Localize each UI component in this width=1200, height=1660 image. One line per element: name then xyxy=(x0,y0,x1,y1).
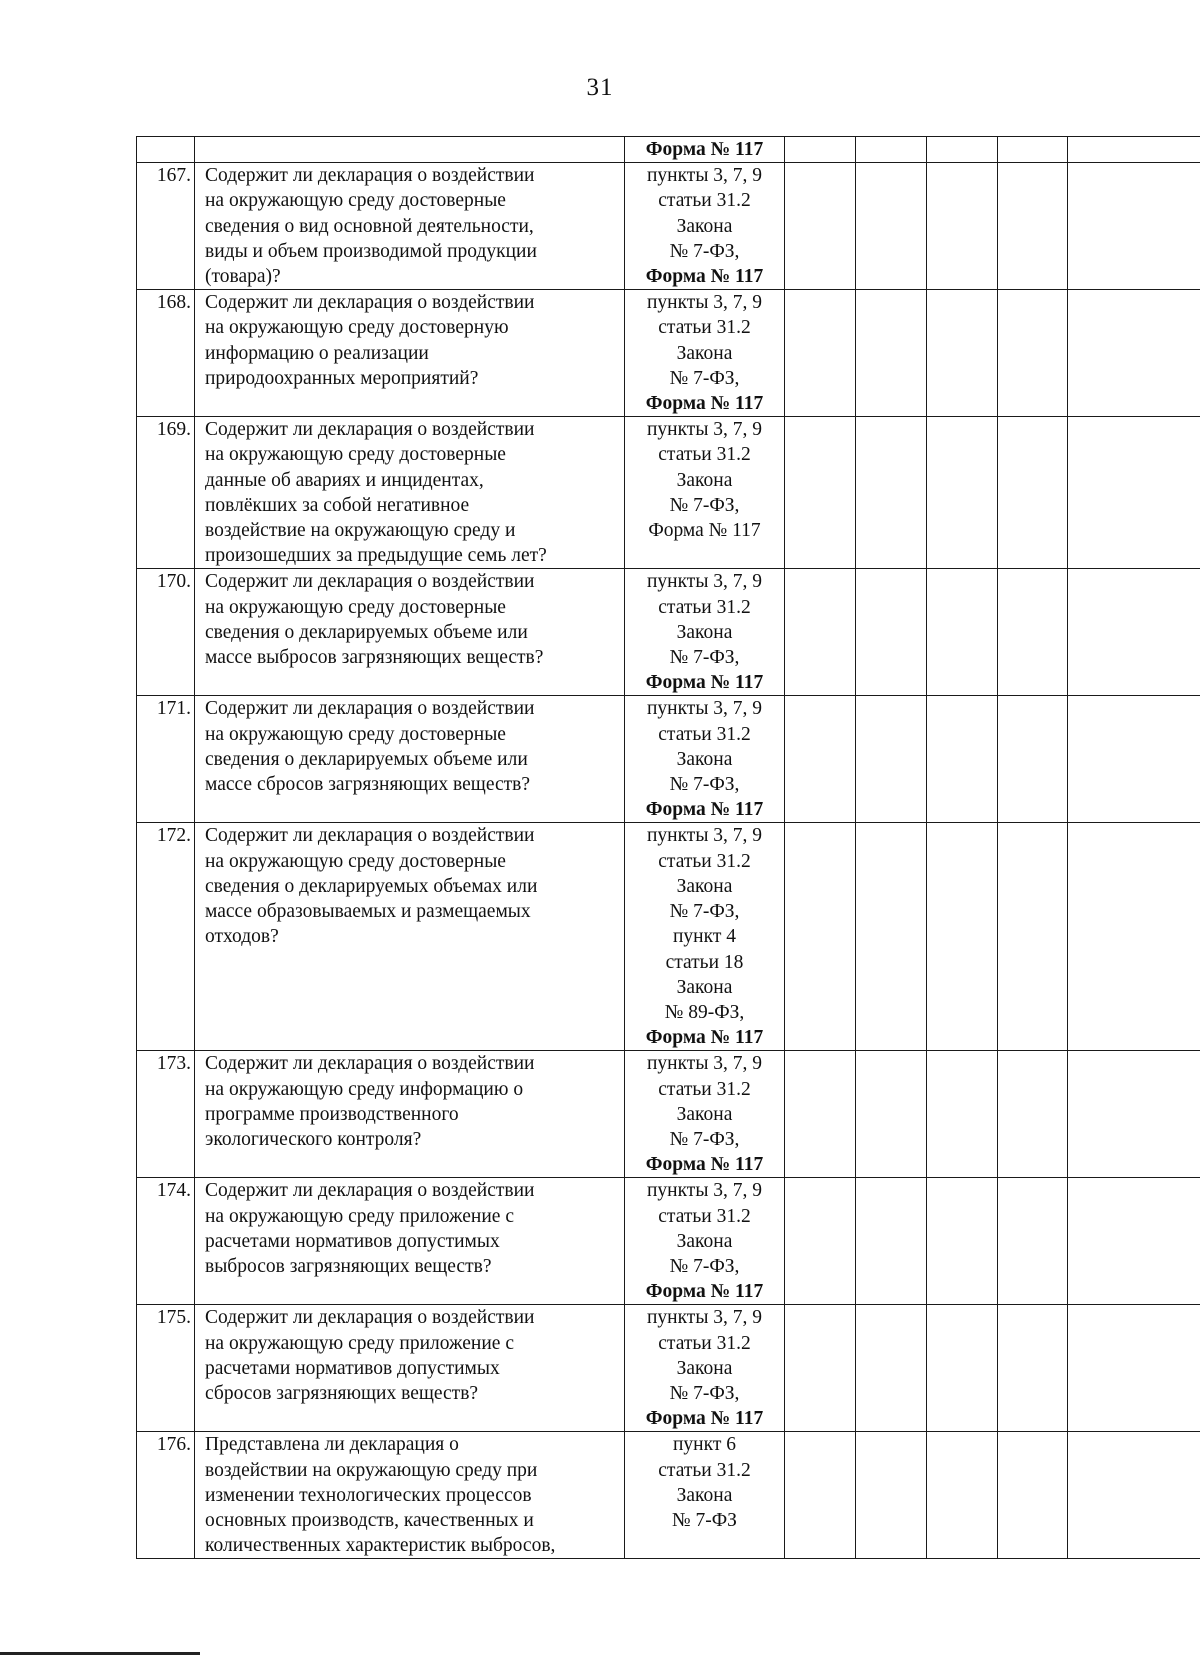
mark-cell xyxy=(998,290,1068,417)
legal-basis-line: Закона xyxy=(676,215,733,237)
table-row xyxy=(137,137,1200,163)
legal-basis-line: статьи 18 xyxy=(665,951,744,973)
mark-cell xyxy=(1068,1432,1200,1559)
question-line: на окружающую среду достоверные xyxy=(205,190,506,212)
legal-basis-line: № 89-ФЗ, xyxy=(664,1001,745,1023)
question-line: виды и объем производимой продукции xyxy=(205,240,537,262)
question-line: данные об авариях и инцидентах, xyxy=(205,469,484,491)
question-cell xyxy=(195,163,625,290)
question-line: информацию о реализации xyxy=(205,342,429,364)
legal-basis-line: Закона xyxy=(676,1103,733,1125)
mark-cell xyxy=(856,163,927,290)
legal-basis-line: статьи 31.2 xyxy=(658,1459,751,1481)
mark-cell xyxy=(1068,1305,1200,1432)
table-row xyxy=(137,1432,1200,1559)
question-line: сведения о декларируемых объеме или xyxy=(205,621,528,643)
question-line: воздействии на окружающую среду при xyxy=(205,1459,538,1481)
legal-basis-line: Закона xyxy=(676,621,733,643)
mark-cell xyxy=(927,417,998,569)
mark-cell xyxy=(785,1178,856,1305)
mark-cell xyxy=(927,1432,998,1559)
question-cell xyxy=(195,417,625,569)
mark-cell xyxy=(856,1178,927,1305)
mark-cell xyxy=(1068,290,1200,417)
row-number: 168. xyxy=(137,290,195,417)
row-number: 169. xyxy=(137,417,195,569)
question-line: расчетами нормативов допустимых xyxy=(205,1357,500,1379)
mark-cell xyxy=(1068,569,1200,696)
legal-basis-line: Закона xyxy=(676,469,733,491)
mark-cell xyxy=(856,1305,927,1432)
table-row xyxy=(137,823,1200,1051)
legal-basis-cell xyxy=(625,417,785,569)
legal-basis-line: № 7-ФЗ, xyxy=(669,1382,740,1404)
legal-basis-line: Закона xyxy=(676,748,733,770)
table-row xyxy=(137,1178,1200,1305)
row-number: 174. xyxy=(137,1178,195,1305)
mark-cell xyxy=(927,290,998,417)
legal-basis-line: пункты 3, 7, 9 xyxy=(646,419,763,441)
table-row xyxy=(137,569,1200,696)
mark-cell xyxy=(998,1051,1068,1178)
question-line: на окружающую среду информацию о xyxy=(205,1078,524,1100)
question-line: программе производственного xyxy=(205,1103,459,1125)
row-number: 176. xyxy=(137,1432,195,1559)
mark-cell xyxy=(927,696,998,823)
question-line: Содержит ли декларация о воздействии xyxy=(205,825,535,847)
legal-basis-line: Закона xyxy=(676,1357,733,1379)
legal-basis-cell xyxy=(625,1051,785,1178)
legal-basis-line: № 7-ФЗ xyxy=(672,1509,737,1531)
legal-basis-line: Закона xyxy=(676,976,733,998)
question-line: произошедших за предыдущие семь лет? xyxy=(205,545,547,567)
question-line: экологического контроля? xyxy=(205,1128,422,1150)
legal-basis-line: пункт 4 xyxy=(673,926,736,948)
legal-basis-line: № 7-ФЗ, xyxy=(669,901,740,923)
legal-basis-line: статьи 31.2 xyxy=(658,1332,751,1354)
mark-cell xyxy=(785,163,856,290)
mark-cell xyxy=(927,1305,998,1432)
legal-basis-line: пункты 3, 7, 9 xyxy=(646,1053,763,1075)
mark-cell xyxy=(927,823,998,1051)
mark-cell xyxy=(856,823,927,1051)
legal-basis-cell xyxy=(625,1305,785,1432)
question-line: повлёкших за собой негативное xyxy=(205,494,470,516)
row-number: 167. xyxy=(137,163,195,290)
legal-basis-line: статьи 31.2 xyxy=(658,1078,751,1100)
question-line: Содержит ли декларация о воздействии xyxy=(205,1180,535,1202)
mark-cell xyxy=(1068,1051,1200,1178)
mark-cell xyxy=(998,417,1068,569)
legal-basis-cell xyxy=(625,1178,785,1305)
question-line: на окружающую среду достоверные xyxy=(205,723,506,745)
table-row xyxy=(137,417,1200,569)
legal-basis-line: Форма № 117 xyxy=(645,1027,764,1049)
question-cell xyxy=(195,1305,625,1432)
mark-cell xyxy=(856,137,927,163)
legal-basis-line: № 7-ФЗ, xyxy=(669,367,740,389)
row-number: 173. xyxy=(137,1051,195,1178)
legal-basis-line: Форма № 117 xyxy=(648,520,761,542)
mark-cell xyxy=(785,1432,856,1559)
mark-cell xyxy=(998,1178,1068,1305)
question-line: Содержит ли декларация о воздействии xyxy=(205,571,535,593)
question-cell xyxy=(195,137,625,163)
row-number: 175. xyxy=(137,1305,195,1432)
question-line: на окружающую среду достоверные xyxy=(205,444,506,466)
question-line: отходов? xyxy=(205,926,279,948)
legal-basis-cell xyxy=(625,290,785,417)
legal-basis-line: пункты 3, 7, 9 xyxy=(646,1307,763,1329)
mark-cell xyxy=(998,1432,1068,1559)
page-number: 31 xyxy=(586,74,614,101)
question-line: расчетами нормативов допустимых xyxy=(205,1230,500,1252)
mark-cell xyxy=(856,417,927,569)
question-cell xyxy=(195,569,625,696)
mark-cell xyxy=(998,1305,1068,1432)
mark-cell xyxy=(998,696,1068,823)
legal-basis-line: Форма № 117 xyxy=(645,672,764,694)
legal-basis-line: Закона xyxy=(676,1484,733,1506)
question-line: Содержит ли декларация о воздействии xyxy=(205,165,535,187)
legal-basis-line: пункты 3, 7, 9 xyxy=(646,571,763,593)
mark-cell xyxy=(785,823,856,1051)
question-line: сведения о декларируемых объеме или xyxy=(205,748,528,770)
question-line: Содержит ли декларация о воздействии xyxy=(205,698,535,720)
mark-cell xyxy=(998,163,1068,290)
question-line: на окружающую среду приложение с xyxy=(205,1332,514,1354)
question-line: сведения о декларируемых объемах или xyxy=(205,875,538,897)
row-number: 172. xyxy=(137,823,195,1051)
question-line: на окружающую среду достоверные xyxy=(205,850,506,872)
mark-cell xyxy=(998,569,1068,696)
legal-basis-line: № 7-ФЗ, xyxy=(669,240,740,262)
legal-basis-line: Форма № 117 xyxy=(645,266,764,288)
legal-basis-line: № 7-ФЗ, xyxy=(669,1255,740,1277)
question-cell xyxy=(195,823,625,1051)
table-row xyxy=(137,163,1200,290)
question-line: массе образовываемых и размещаемых xyxy=(205,901,531,923)
legal-basis-cell xyxy=(625,163,785,290)
mark-cell xyxy=(856,1432,927,1559)
question-line: изменении технологических процессов xyxy=(205,1484,532,1506)
mark-cell xyxy=(1068,163,1200,290)
mark-cell xyxy=(785,290,856,417)
question-line: выбросов загрязняющих веществ? xyxy=(205,1255,492,1277)
legal-basis-line: статьи 31.2 xyxy=(658,444,751,466)
table-row xyxy=(137,1305,1200,1432)
question-line: Содержит ли декларация о воздействии xyxy=(205,1307,535,1329)
legal-basis-line: пункты 3, 7, 9 xyxy=(646,292,763,314)
mark-cell xyxy=(785,1051,856,1178)
question-line: на окружающую среду достоверную xyxy=(205,317,509,339)
question-line: на окружающую среду приложение с xyxy=(205,1205,514,1227)
question-line: Представлена ли декларация о xyxy=(205,1434,459,1456)
mark-cell xyxy=(1068,417,1200,569)
row-number xyxy=(137,137,195,163)
question-cell xyxy=(195,696,625,823)
question-line: Содержит ли декларация о воздействии xyxy=(205,1053,535,1075)
mark-cell xyxy=(785,137,856,163)
mark-cell xyxy=(998,137,1068,163)
mark-cell xyxy=(856,569,927,696)
legal-basis-line: пункты 3, 7, 9 xyxy=(646,698,763,720)
legal-basis-line: Форма № 117 xyxy=(645,1281,764,1303)
legal-basis-line: Закона xyxy=(676,342,733,364)
question-cell xyxy=(195,1178,625,1305)
footer-rule xyxy=(0,1652,200,1655)
mark-cell xyxy=(927,1178,998,1305)
mark-cell xyxy=(856,696,927,823)
legal-basis-line: Форма № 117 xyxy=(645,139,764,160)
mark-cell xyxy=(1068,137,1200,163)
legal-basis-cell xyxy=(625,823,785,1051)
row-number: 171. xyxy=(137,696,195,823)
mark-cell xyxy=(785,569,856,696)
legal-basis-line: № 7-ФЗ, xyxy=(669,774,740,796)
mark-cell xyxy=(856,1051,927,1178)
question-line: Содержит ли декларация о воздействии xyxy=(205,292,535,314)
question-cell xyxy=(195,1432,625,1559)
mark-cell xyxy=(785,1305,856,1432)
question-line: (товара)? xyxy=(205,266,281,288)
question-line: сведения о вид основной деятельности, xyxy=(205,215,534,237)
legal-basis-line: Закона xyxy=(676,875,733,897)
legal-basis-line: Форма № 117 xyxy=(645,1154,764,1176)
mark-cell xyxy=(927,163,998,290)
question-line: сбросов загрязняющих веществ? xyxy=(205,1382,479,1404)
legal-basis-line: № 7-ФЗ, xyxy=(669,1128,740,1150)
legal-basis-line: статьи 31.2 xyxy=(658,850,751,872)
mark-cell xyxy=(927,569,998,696)
legal-basis-cell xyxy=(625,137,785,163)
legal-basis-line: статьи 31.2 xyxy=(658,190,751,212)
legal-basis-line: пункты 3, 7, 9 xyxy=(646,1180,763,1202)
question-cell xyxy=(195,1051,625,1178)
table-row xyxy=(137,1051,1200,1178)
legal-basis-line: статьи 31.2 xyxy=(658,723,751,745)
mark-cell xyxy=(1068,696,1200,823)
question-cell xyxy=(195,290,625,417)
mark-cell xyxy=(927,1051,998,1178)
row-number: 170. xyxy=(137,569,195,696)
question-line: массе сбросов загрязняющих веществ? xyxy=(205,774,530,796)
legal-basis-line: пункт 6 xyxy=(673,1434,736,1456)
checklist-table xyxy=(136,136,1200,1559)
legal-basis-cell xyxy=(625,1432,785,1559)
table-row xyxy=(137,290,1200,417)
legal-basis-cell xyxy=(625,696,785,823)
legal-basis-line: Закона xyxy=(676,1230,733,1252)
legal-basis-line: Форма № 117 xyxy=(645,799,764,821)
legal-basis-cell xyxy=(625,569,785,696)
mark-cell xyxy=(856,290,927,417)
legal-basis-line: статьи 31.2 xyxy=(658,1205,751,1227)
legal-basis-line: статьи 31.2 xyxy=(658,317,751,339)
question-line: воздействие на окружающую среду и xyxy=(205,520,516,542)
table-row xyxy=(137,696,1200,823)
question-line: массе выбросов загрязняющих веществ? xyxy=(205,647,544,669)
mark-cell xyxy=(1068,1178,1200,1305)
question-line: на окружающую среду достоверные xyxy=(205,596,506,618)
question-line: Содержит ли декларация о воздействии xyxy=(205,419,535,441)
question-line: основных производств, качественных и xyxy=(205,1509,534,1531)
mark-cell xyxy=(785,696,856,823)
legal-basis-line: Форма № 117 xyxy=(645,1408,764,1430)
mark-cell xyxy=(785,417,856,569)
legal-basis-line: № 7-ФЗ, xyxy=(669,647,740,669)
legal-basis-line: Форма № 117 xyxy=(645,393,764,415)
question-line: природоохранных мероприятий? xyxy=(205,367,479,389)
legal-basis-line: пункты 3, 7, 9 xyxy=(646,165,763,187)
legal-basis-line: статьи 31.2 xyxy=(658,596,751,618)
mark-cell xyxy=(927,137,998,163)
mark-cell xyxy=(1068,823,1200,1051)
mark-cell xyxy=(998,823,1068,1051)
legal-basis-line: пункты 3, 7, 9 xyxy=(646,825,763,847)
question-line: количественных характеристик выбросов, xyxy=(205,1535,556,1557)
legal-basis-line: № 7-ФЗ, xyxy=(669,494,740,516)
